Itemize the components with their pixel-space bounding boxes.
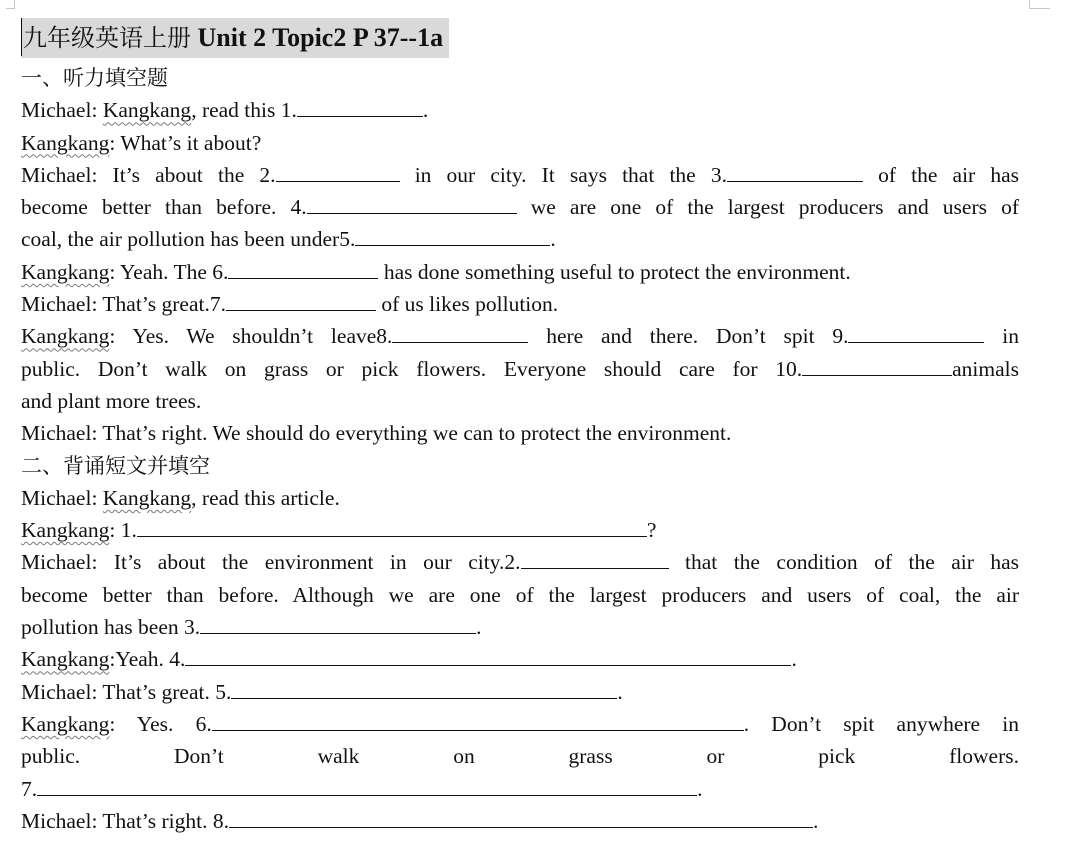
text-segment: pollution has been 3. (21, 615, 201, 640)
blank-2[interactable] (276, 159, 400, 182)
text-segment: that the condition of the air has (668, 550, 1019, 575)
part1-line-8 (21, 320, 1019, 352)
text-cursor (21, 18, 22, 56)
speaker-kangkang: Kangkang (21, 259, 110, 284)
blank-1[interactable] (297, 94, 423, 117)
part2-line-7 (21, 676, 1019, 708)
part1-line-1 (21, 94, 1019, 126)
title-chinese: 九年级英语上册 (23, 24, 191, 52)
blank-3[interactable] (727, 159, 863, 182)
text-segment: : (91, 98, 103, 123)
text-segment: : What’s it about? (109, 130, 262, 155)
part1-line-6 (21, 256, 1019, 288)
part1-line-5 (21, 223, 1019, 255)
page-corner-mark-right (1029, 0, 1050, 9)
text-segment: Michael: It’s about the 2. (21, 162, 276, 187)
part1-line-7 (21, 288, 1019, 320)
text-segment: here and there. Don’t spit 9. (528, 324, 849, 349)
speaker-michael: Michael (21, 98, 92, 123)
text-segment: we are one of the largest producers and users of (516, 195, 1019, 220)
text-segment: public. Don’t walk on grass or pick flowers. Everyone should care for 10. (21, 356, 803, 381)
speaker-kangkang: Kangkang (21, 324, 110, 349)
text-segment: ? (646, 518, 657, 543)
part1-line-10: and plant more trees. (21, 388, 202, 413)
text-segment: . (550, 227, 556, 252)
blank-p2-4[interactable] (185, 643, 791, 666)
blank-p2-1[interactable] (137, 514, 647, 537)
text-segment: . Don’t spit anywhere in (743, 711, 1019, 736)
spellcheck-name-kangkang: Kangkang (102, 98, 192, 123)
text-segment: of the air has (862, 162, 1019, 187)
part2-line-11 (21, 805, 1019, 837)
blank-p2-2[interactable] (521, 546, 669, 569)
text-segment: of us likes pollution. (376, 292, 559, 317)
text-segment: Michael: That’s great. 5. (21, 679, 232, 704)
blank-10[interactable] (802, 353, 952, 376)
part1-line-11: Michael: That’s right. We should do everything we can to protect the environment. (21, 421, 732, 446)
text-segment: , read this article. (191, 485, 340, 510)
speaker-kangkang: Kangkang (21, 647, 110, 672)
text-segment: . (813, 808, 819, 833)
blank-p2-8[interactable] (229, 805, 813, 828)
text-segment: : Yeah. The 6. (109, 259, 229, 284)
speaker-kangkang: Kangkang (21, 130, 110, 155)
part1-line-3 (21, 159, 1019, 191)
word: grass (568, 744, 613, 769)
word: walk (317, 744, 360, 769)
word: flowers. (949, 744, 1019, 769)
text-segment: Michael: (21, 485, 103, 510)
blank-6[interactable] (228, 256, 378, 279)
text-segment: Michael: That’s right. 8. (21, 808, 229, 833)
part2-heading: 二、背诵短文并填空 (21, 453, 210, 478)
page-corner-mark-left (6, 0, 15, 9)
part2-line-4: become better than before. Although we are one of the largest producers and users of coal, the air (21, 582, 1019, 607)
blank-p2-7[interactable] (37, 773, 697, 796)
text-segment: :Yeah. 4. (109, 647, 186, 672)
word: Don’t (173, 744, 224, 769)
text-segment: . (697, 776, 703, 801)
part2-line-5 (21, 611, 1019, 643)
part2-line-9 (21, 740, 1019, 772)
blank-4[interactable] (307, 191, 517, 214)
word: or (706, 744, 725, 769)
blank-5[interactable] (355, 223, 550, 246)
part2-line-3 (21, 546, 1019, 578)
part1-line-4 (21, 191, 1019, 223)
blank-9[interactable] (848, 320, 984, 343)
text-segment: Michael: It’s about the environment in our city.2. (21, 550, 521, 575)
part2-line-2 (21, 514, 1019, 546)
word: pick (818, 744, 856, 769)
speaker-kangkang: Kangkang (21, 518, 110, 543)
text-segment: has done something useful to protect the environment. (378, 259, 851, 284)
part1-line-2 (21, 127, 1019, 159)
document-title[interactable] (21, 18, 449, 58)
text-segment: become better than before. 4. (21, 195, 307, 220)
text-segment: . (422, 98, 429, 123)
part2-line-8 (21, 708, 1019, 740)
blank-p2-3[interactable] (200, 611, 476, 634)
title-english: Unit 2 Topic2 P 37--1a (197, 23, 444, 52)
text-segment: in (984, 324, 1019, 349)
blank-8[interactable] (392, 320, 528, 343)
word: on (453, 744, 475, 769)
text-segment: in our city. It says that the 3. (399, 162, 727, 187)
text-segment: Michael: That’s great.7. (21, 292, 226, 317)
part2-line-1 (21, 482, 1019, 514)
text-segment: . (617, 679, 623, 704)
part1-heading: 一、听力填空题 (21, 66, 168, 90)
part2-line-6 (21, 643, 1019, 675)
text-segment: . (791, 647, 797, 672)
part2-line-10 (21, 773, 1019, 805)
text-segment: animals (952, 356, 1019, 381)
spellcheck-name-kangkang: Kangkang (102, 485, 192, 510)
text-segment: , read this 1. (191, 98, 297, 123)
text-segment: coal, the air pollution has been under5. (21, 227, 356, 252)
document-page (21, 18, 1019, 837)
blank-p2-5[interactable] (231, 676, 617, 699)
word: public. (21, 744, 81, 769)
text-segment: : Yes. 6. (109, 711, 212, 736)
speaker-kangkang: Kangkang (21, 711, 110, 736)
blank-7[interactable] (226, 288, 376, 311)
text-segment: : Yes. We shouldn’t leave8. (109, 324, 393, 349)
text-segment: . (476, 615, 482, 640)
text-segment: : 1. (109, 518, 137, 543)
blank-p2-6[interactable] (212, 708, 744, 731)
part1-line-9 (21, 353, 1019, 385)
text-segment: 7. (21, 776, 38, 801)
